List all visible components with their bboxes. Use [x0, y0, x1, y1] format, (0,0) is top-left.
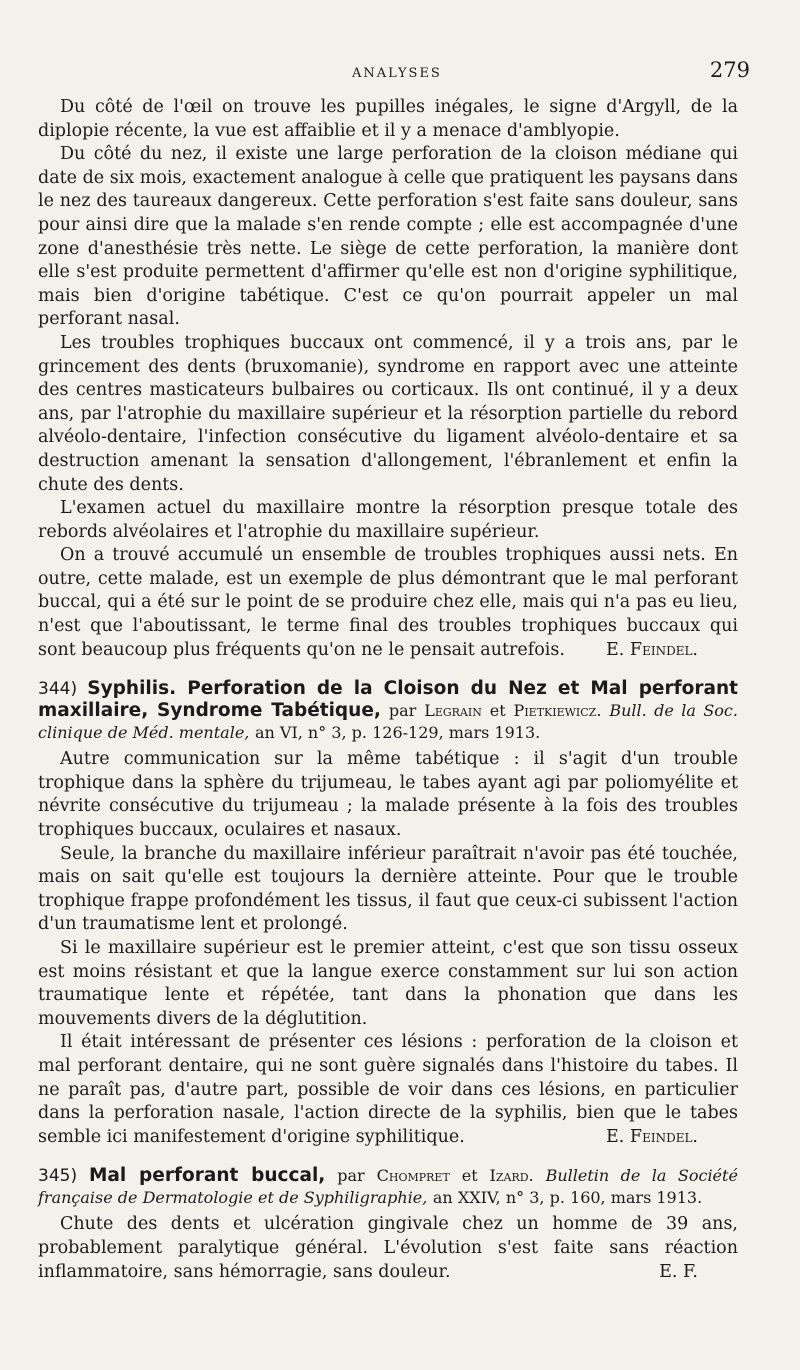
- entry-by: par: [388, 701, 417, 721]
- paragraph: [38, 1213, 738, 1284]
- entry-345: [38, 1165, 738, 1284]
- paragraph: L'examen actuel du maxillaire montre la résorption presque totale des rebords alvéolaires et l'atrophie du maxillaire supérieur.: [38, 498, 738, 542]
- entry-title: Mal perforant buccal,: [89, 1165, 326, 1187]
- signature: E. Feindel.: [606, 639, 698, 660]
- paragraph-text: Il était intéressant de présenter ces lésions : perforation de la cloison et mal perforant dentaire, qui ne sont guère signalés dans l'histoire du tabes. Il ne paraît pas, d'autre part, possible de voir dans ces lésions, en particulier dans la perforation nasale, l'action directe de la syphilis, bien que le tabes semble ici manifestement d'origine syphilitique.: [38, 1032, 738, 1147]
- paragraph: [38, 1031, 738, 1149]
- entry-344: [38, 678, 738, 1149]
- entry-author: Pietkiewicz.: [513, 701, 602, 721]
- entry-number: 344): [38, 679, 78, 700]
- running-head: [0, 58, 800, 88]
- paragraph-text: Chute des dents et ulcération gingivale chez un homme de 39 ans, probablement paralytique général. L'évolution s'est faite sans réaction inflammatoire, sans hémorragie, sans douleur.: [38, 1214, 738, 1282]
- entry-author: Legrain: [424, 701, 482, 721]
- paragraph: Autre communication sur la même tabétique : il s'agit d'un trouble trophique dans la sphère du trijumeau, le tabes ayant agi par poliomyélite et névrite consécutive du trijumeau ; la malade présente à la fois des troubles trophiques buccaux, oculaires et nasaux.: [38, 749, 738, 841]
- body-text: [38, 96, 738, 1284]
- signature: E. F.: [659, 1261, 698, 1282]
- paragraph: Seule, la branche du maxillaire inférieur paraîtrait n'avoir pas été touchée, mais on sait qu'elle est toujours la dernière atteinte. Pour que le trouble trophique frappe profondément les tissus, il faut que ceux-ci subissent l'action d'un traumatisme lent et prolongé.: [38, 843, 738, 935]
- entry-author: Chompret: [376, 1166, 450, 1186]
- paragraph: [38, 544, 738, 662]
- entry-number: 345): [38, 1166, 78, 1187]
- entry-by: par: [337, 1166, 365, 1186]
- entry-citation: an XXIV, n° 3, p. 160, mars 1913.: [432, 1188, 703, 1208]
- entry-heading: [38, 678, 738, 744]
- entry-title: Syphilis. Perforation de la Cloison du Nez et Mal perforant maxillaire, Syndrome Tabétique,: [38, 678, 738, 722]
- entry-author: Izard.: [489, 1166, 534, 1186]
- entry-citation: an VI, n° 3, p. 126-129, mars 1913.: [254, 723, 541, 743]
- entry-journal: Bulletin de la Société française de Dermatologie et de Syphiligraphie,: [38, 1166, 738, 1208]
- entry-heading: [38, 1165, 738, 1209]
- paragraph: Si le maxillaire supérieur est le premier atteint, c'est que son tissu osseux est moins résistant et que la langue exerce constamment sur lui son action traumatique lente et répétée, tant dans la phonation que dans les mouvements divers de la déglutition.: [38, 938, 738, 1029]
- signature: E. Feindel.: [606, 1126, 698, 1147]
- paragraph: Du côté du nez, il existe une large perforation de la cloison médiane qui date de six mois, exactement analogue à celle que pratiquent les paysans dans le nez des taureaux dangereux. Cette perforation s'est faite sans douleur, sans pour ainsi dire que la malade s'en rende compte ; elle est accompagnée d'une zone d'anesthésie très nette. Le siège de cette perforation, la manière dont elle s'est produite permettent d'affirmer qu'elle est non d'origine syphilitique, mais bien d'origine tabétique. C'est ce qu'on pourrait appeler un mal perforant nasal.: [38, 144, 738, 330]
- entry-and: et: [489, 701, 506, 721]
- paragraph: Du côté de l'œil on trouve les pupilles inégales, le signe d'Argyll, de la diplopie récente, la vue est affaiblie et il y a menace d'amblyopie.: [38, 97, 738, 141]
- running-head-title: ANALYSES: [352, 66, 442, 81]
- page-number: 279: [709, 58, 750, 82]
- entry-and: et: [461, 1166, 478, 1186]
- entry-journal: Bull. de la Soc. clinique de Méd. mentale,: [38, 701, 738, 743]
- paragraph: Les troubles trophiques buccaux ont commencé, il y a trois ans, par le grincement des dents (bruxomanie), syndrome en rapport avec une atteinte des centres masticateurs bulbaires ou corticaux. Ils ont continué, il y a deux ans, par l'atrophie du maxillaire supérieur et la résorption partielle du rebord alvéolo-dentaire, l'infection consécutive du ligament alvéolo-dentaire et sa destruction amenant la sensation d'allongement, l'ébranlement et enfin la chute des dents.: [38, 332, 738, 495]
- paragraph-text: On a trouvé accumulé un ensemble de troubles trophiques aussi nets. En outre, cette malade, est un exemple de plus démontrant que le mal perforant buccal, qui a été sur le point de se produire chez elle, mais qui n'a pas eu lieu, n'est que l'aboutissant, le terme final des troubles trophiques buccaux qui sont beaucoup plus fréquents qu'on ne le pensait autrefois.: [38, 545, 738, 660]
